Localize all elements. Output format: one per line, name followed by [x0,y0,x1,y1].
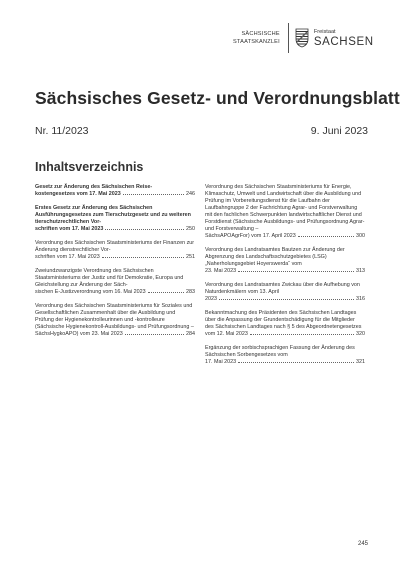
toc-entry-page: 321 [356,359,365,365]
toc-entry-page: 316 [356,296,365,302]
toc-entry-text: Verordnung des Landratsamtes Zwickau über die Aufhebung von Naturdenkmälern vom 13. April [205,282,360,295]
toc-entry-last-text: 2023 [205,296,217,302]
toc-entry-text: Verordnung des Landratsamtes Bautzen zur Änderung der Abgrenzung des Landschaftsschutzgebietes (LSG) „Naherholungsgebiet Hoyerswerda“ vom [205,247,345,267]
dot-leader [238,362,354,363]
header-logo [233,20,374,56]
ministry-line-2: STAATSKANZLEI [233,39,280,45]
toc-entry-last-text: vom 12. Mai 2023 [205,331,248,337]
toc-entry-lastline [35,289,195,296]
toc-entry [205,247,365,275]
toc-entry-text: Bekanntmachung des Präsidenten des Sächsischen Landtages über die Anpassung der Grundentschädigung für die Mitglieder des Sächsischen Landtages nach § 5 des Abgeordnetengesetzes [205,310,362,330]
dot-leader [105,229,184,230]
toc-entry-last-text: schriften vom 17. Mai 2023 [35,226,104,232]
toc-entry [205,282,365,303]
dot-leader [102,257,184,258]
toc-entry-page: 250 [186,226,195,232]
toc-entry-page: 284 [186,331,195,337]
toc-column-right [205,184,365,373]
toc-entry-lastline [35,254,195,261]
page-number: 245 [357,541,368,547]
toc-entry-last-text: sischen E-Justizverordnung vom 16. Mai 2023 [35,289,146,295]
toc-entry [35,240,195,261]
toc-entry-lastline [35,191,195,198]
toc-entry-page: 300 [356,233,365,239]
toc-heading: Inhaltsverzeichnis [35,160,144,174]
toc-entry [35,268,195,296]
toc-entry-lastline [205,331,365,338]
toc-entry-lastline [205,296,365,303]
state-line-1: Freistaat [313,29,336,35]
toc-entry-lastline [35,331,195,338]
toc-entry-last-text: schriften vom 17. Mai 2023 [35,254,100,260]
toc-entry-page: 320 [356,331,365,337]
issue-number: Nr. 11/2023 [35,125,89,137]
toc-entry [205,310,365,338]
toc-entry-last-text: 23. Mai 2023 [205,268,237,274]
dot-leader [238,271,354,272]
toc-entry-text: Verordnung des Sächsischen Staatsministeriums für Soziales und Gesellschaftlichen Zusammenhalt über die Ausbildung und Prüfung der Hygienekontrolleurinnen und -kontrolleure (Sächsische Hygienekontroll-Ausbildungs- und Prüfungsordnung – [35,303,194,330]
toc-entry-text: Zweiundzwanzigste Verordnung des Sächsischen Staatsministeriums der Justiz und für Demokratie, Europa und Gleichstellung zur Änderung der Säch- [35,268,184,288]
dot-leader [219,299,354,300]
toc-entry [205,184,365,240]
toc-entry [35,303,195,338]
coat-of-arms-icon [295,28,309,48]
state-name [314,28,374,48]
logo-divider [288,23,289,53]
toc-entry-last-text: SächsAPOAgrFor) vom 17. April 2023 [205,233,296,239]
dot-leader [125,334,184,335]
dot-leader [298,236,354,237]
toc-entry [205,345,365,366]
dot-leader [148,292,184,293]
toc-entry-last-text: 17. Mai 2023 [205,359,237,365]
toc-entry-text: Ergänzung der sorbischsprachigen Fassung der Änderung des Sächsischen Sorbengesetzes vom [205,345,355,358]
toc-entry-page: 313 [356,268,365,274]
toc-entry [35,184,195,198]
toc-entry [35,205,195,233]
toc-entry-lastline [205,268,365,275]
dot-leader [250,334,354,335]
toc-entry-text: Erstes Gesetz zur Änderung des Sächsischen Ausführungsgesetzes zum Tierschutzgesetz und zu weiteren tierschutzrechtlichen Vor- [35,205,191,225]
toc-entry-last-text: kostengesetzes vom 17. Mai 2023 [35,191,121,197]
toc-column-left [35,184,195,345]
ministry-line-1: SÄCHSISCHE [241,31,280,37]
toc-entry-text: Verordnung des Sächsischen Staatsministeriums für Energie, Klimaschutz, Umwelt und Landwirtschaft über die Ausbildung und Prüfung im Vorbereitungsdienst für die Laufbahn der Laufbahngruppe 2 der Fachrichtung Agrar- und Forstverwaltung mit den fachlichen Schwerpunkten landwirtschaftlicher Dienst und Forstdienst (Sächsische Ausbildungs- und Prüfungsordnung Agrar- und Forstverwaltung – [205,184,365,232]
toc-entry-lastline [205,359,365,366]
toc-entry-page: 251 [186,254,195,260]
page-title: Sächsisches Gesetz- und Verordnungsblatt [35,88,400,108]
issue-date: 9. Juni 2023 [310,125,368,137]
toc-entry-text: Gesetz zur Änderung des Sächsischen Reise- [35,184,153,190]
toc-entry-page: 283 [186,289,195,295]
toc-entry-page: 246 [186,191,195,197]
toc-entry-lastline [35,226,195,233]
state-line-2: SACHSEN [313,36,374,48]
dot-leader [123,194,184,195]
toc-entry-text: Verordnung des Sächsischen Staatsministeriums der Finanzen zur Änderung dienstrechtlicher Vor- [35,240,195,253]
toc-entry-lastline [205,233,365,240]
ministry-name [233,30,288,46]
toc-entry-last-text: SächsHygkoAPO) vom 23. Mai 2023 [35,331,123,337]
